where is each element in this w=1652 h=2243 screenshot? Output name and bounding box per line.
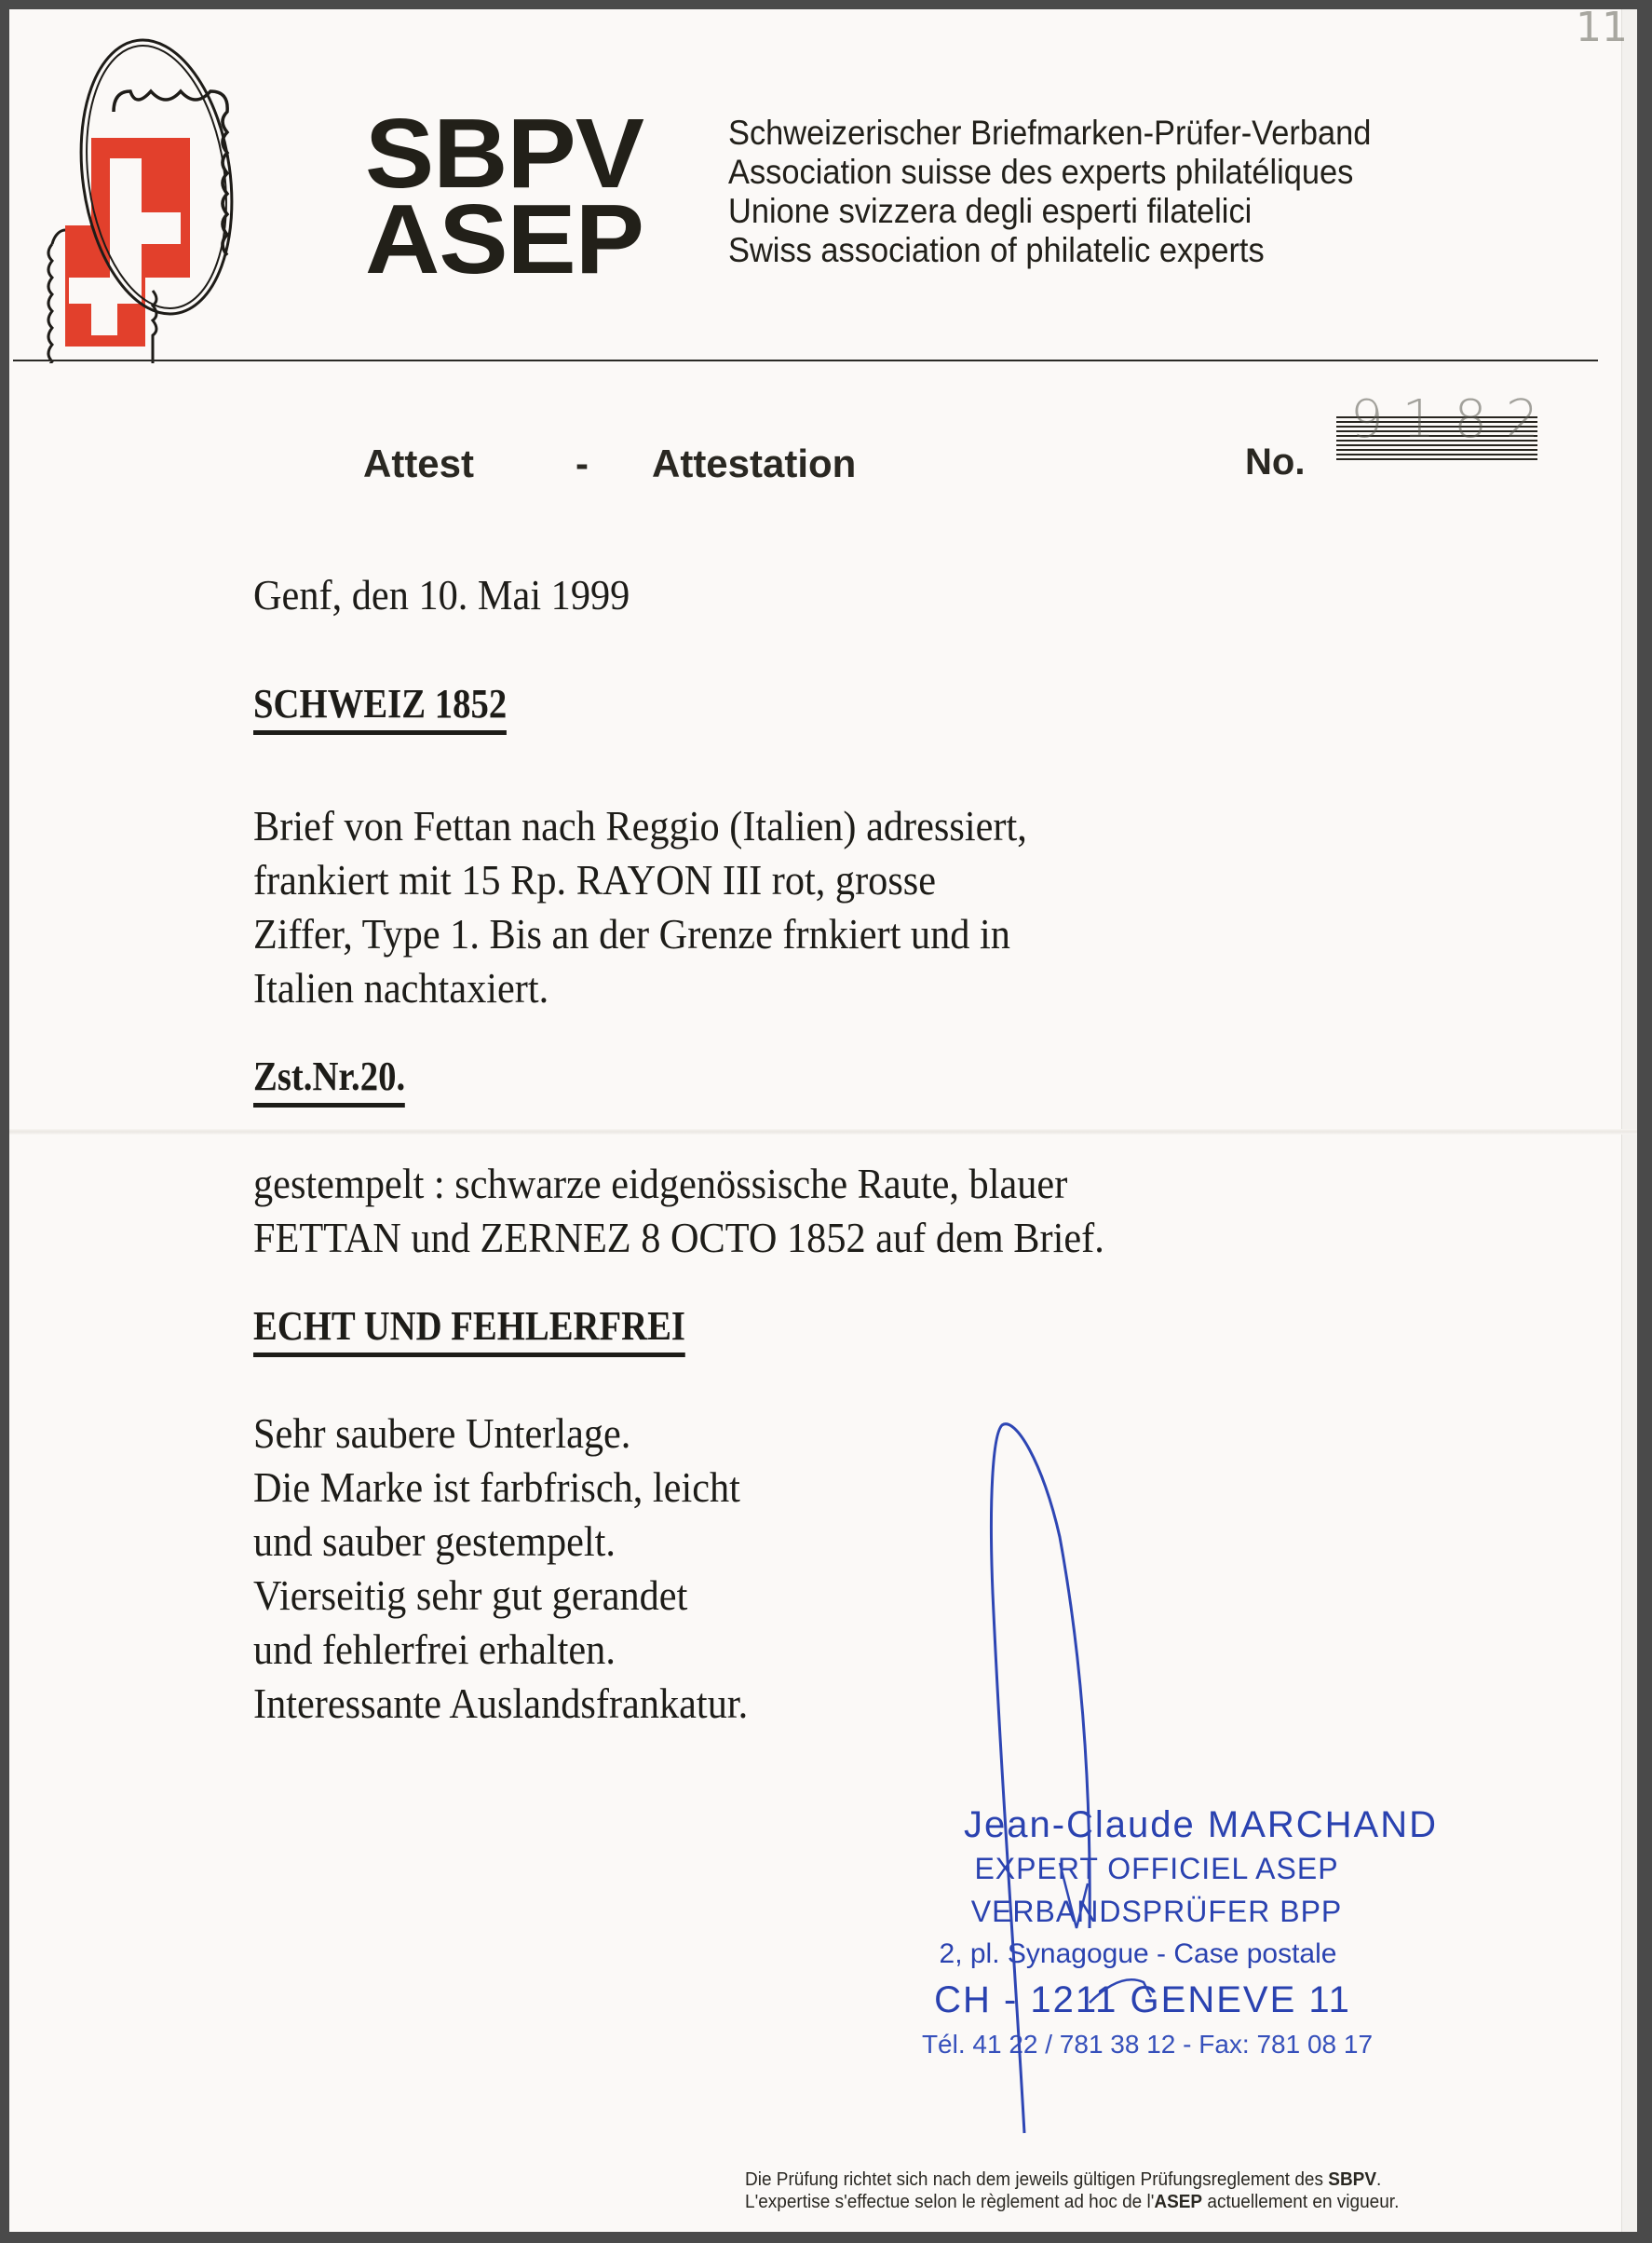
text-line: gestempelt : schwarze eidgenössische Raute, blauer	[253, 1160, 1068, 1207]
expert-stamp	[812, 1802, 1445, 2065]
section-heading-verdict: ECHT UND FEHLERFREI	[253, 1302, 685, 1357]
place-date: Genf, den 10. Mai 1999	[253, 571, 630, 619]
cancellation-description	[253, 1157, 1104, 1265]
brand-asep: ASEP	[365, 184, 643, 294]
expert-city: CH - 1211 GENEVE 11	[934, 1979, 1351, 2020]
text-line: Brief von Fettan nach Reggio (Italien) adressiert,	[253, 802, 1027, 850]
handwritten-corner-mark: 11	[1576, 4, 1628, 51]
text-line: und sauber gestempelt.	[253, 1517, 616, 1565]
title-attestation: Attestation	[652, 442, 857, 485]
expert-title-bpp: VERBANDSPRÜFER BPP	[970, 1895, 1343, 1928]
letter-description	[253, 799, 1027, 1015]
large-stamp-icon	[91, 91, 227, 278]
expert-phone-fax: Tél. 41 22 / 781 38 12 - Fax: 781 08 17	[921, 2030, 1374, 2059]
expert-name: Jean-Claude MARCHAND	[963, 1804, 1438, 1845]
text-line: Sehr saubere Unterlage.	[253, 1409, 631, 1457]
paper-fold	[9, 1129, 1637, 1135]
certificate-number-value: 9182	[1350, 389, 1558, 450]
association-name-it: Unione svizzera degli esperti filatelici	[728, 192, 1253, 230]
brand-wordmark	[365, 99, 643, 294]
attestation-certificate	[9, 4, 1637, 2232]
text-line: Ziffer, Type 1. Bis an der Grenze frnkiert und in	[253, 910, 1010, 958]
certificate-number-label: No.	[1245, 442, 1306, 483]
association-name-de: Schweizerischer Briefmarken-Prüfer-Verband	[728, 114, 1372, 152]
association-names	[728, 114, 1371, 270]
text-line: Italien nachtaxiert.	[253, 964, 549, 1012]
footer-sbpv: SBPV	[1328, 2169, 1377, 2190]
footer-text: L'expertise s'effectue selon le règlement ad hoc de l'	[745, 2192, 1155, 2212]
association-name-en: Swiss association of philatelic experts	[728, 231, 1265, 269]
condition-description	[253, 1407, 748, 1731]
footer-line-fr	[745, 2191, 1399, 2213]
footer-text: .	[1376, 2169, 1382, 2190]
footer-line-de	[745, 2168, 1399, 2191]
expert-address: 2, pl. Synagogue - Case postale	[939, 1938, 1337, 1969]
footer-text: actuellement en vigueur.	[1202, 2192, 1400, 2212]
expert-title-asep: EXPERT OFFICIEL ASEP	[974, 1852, 1339, 1885]
section-heading-catalog-number: Zst.Nr.20.	[253, 1053, 405, 1108]
text-line: FETTAN und ZERNEZ 8 OCTO 1852 auf dem Brief.	[253, 1214, 1104, 1261]
footer-text: Die Prüfung richtet sich nach dem jeweils gültigen Prüfungsreglement des	[745, 2169, 1329, 2190]
brand-sbpv: SBPV	[365, 99, 643, 209]
text-line: Vierseitig sehr gut gerandet	[253, 1571, 688, 1619]
text-line: Die Marke ist farbfrisch, leicht	[253, 1463, 740, 1511]
header-divider	[13, 360, 1598, 361]
title-separator: -	[575, 442, 589, 485]
association-name-fr: Association suisse des experts philatéliques	[728, 153, 1354, 191]
section-heading-schweiz: SCHWEIZ 1852	[253, 680, 507, 735]
footer-asep: ASEP	[1154, 2192, 1203, 2212]
text-line: frankiert mit 15 Rp. RAYON III rot, grosse	[253, 856, 937, 904]
text-line: Interessante Auslandsfrankatur.	[253, 1679, 749, 1727]
title-attest: Attest	[363, 442, 475, 485]
text-line: und fehlerfrei erhalten.	[253, 1625, 616, 1673]
footer-disclaimer	[745, 2168, 1399, 2213]
page-edge	[1621, 9, 1637, 2232]
